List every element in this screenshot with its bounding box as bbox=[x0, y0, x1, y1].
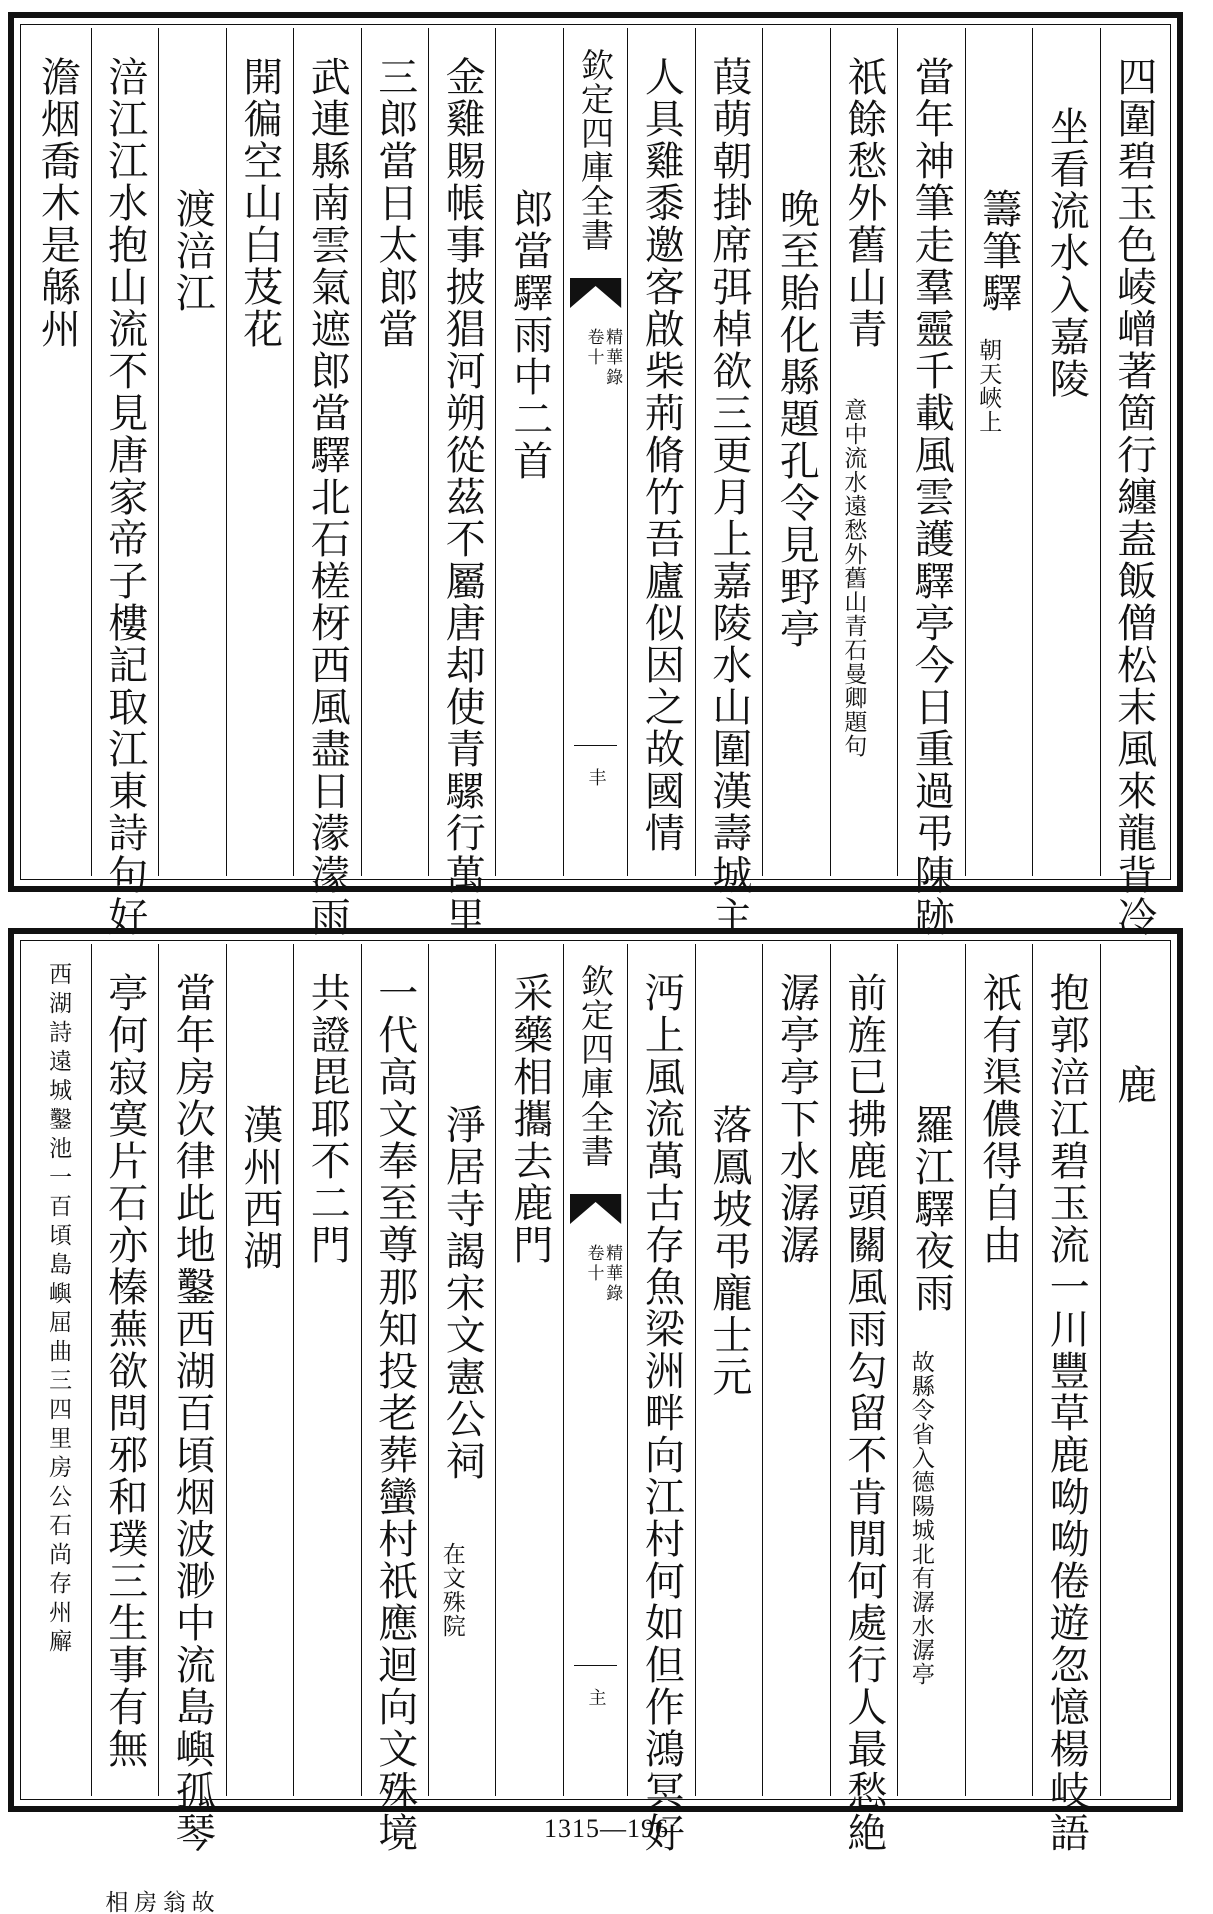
top-column-12 bbox=[361, 28, 428, 876]
bottom-column-12 bbox=[361, 944, 428, 1854]
poem-line: 沔上風流萬古存魚梁洲畔向江村何如但作鴻冥好 bbox=[638, 972, 685, 1854]
volume-label bbox=[584, 1244, 621, 1304]
volume-label bbox=[584, 328, 621, 388]
bottom-column-17 bbox=[24, 944, 90, 1796]
poem-line: 共證毘耶不二門 bbox=[304, 972, 351, 1266]
interlinear-note: 在文殊院 bbox=[438, 1542, 465, 1638]
bottom-column-5 bbox=[830, 944, 897, 1854]
top-column-5 bbox=[830, 28, 897, 876]
bottom-column-6 bbox=[762, 944, 829, 1796]
poem-line: 人具雞黍邀客啟柴荊脩竹吾廬似因之故國情 bbox=[638, 56, 685, 854]
top-column-8 bbox=[627, 28, 694, 876]
poem-title: 羅江驛夜雨 bbox=[908, 1104, 955, 1314]
top-page-columns bbox=[24, 28, 1167, 938]
poem-title: 晚至貽化縣題孔令見野亭 bbox=[773, 188, 820, 650]
fish-tail-mark-icon bbox=[570, 1194, 621, 1224]
top-column-2 bbox=[1032, 28, 1099, 876]
book-title: 欽定四庫全書 bbox=[576, 964, 616, 1168]
top-column-11 bbox=[428, 28, 495, 938]
bottom-column-13 bbox=[293, 944, 360, 1796]
top-column-9 bbox=[563, 28, 627, 876]
poem-title: 淨居寺謁宋文憲公祠 bbox=[439, 1104, 486, 1482]
top-column-13 bbox=[293, 28, 360, 938]
poem-title: 鹿 bbox=[1110, 1064, 1157, 1106]
poem-line: 前旌已拂鹿頭關風雨勾留不肯閒何處行人最愁絶 bbox=[840, 972, 887, 1854]
volume-label-part: 精華錄 bbox=[602, 328, 623, 388]
top-page bbox=[8, 12, 1183, 938]
top-column-6 bbox=[762, 28, 829, 876]
bottom-column-2 bbox=[1032, 944, 1099, 1854]
top-column-3 bbox=[965, 28, 1032, 876]
folio-number: 丰 bbox=[585, 768, 607, 786]
top-column-7 bbox=[695, 28, 762, 938]
bottom-column-9 bbox=[563, 944, 627, 1796]
bottom-column-11 bbox=[428, 944, 495, 1796]
poem-line: 四圍碧玉色崚嶒著箇行纏盍飯僧松末風來龍背冷 bbox=[1110, 56, 1157, 938]
poem-line: 開徧空山白芨花 bbox=[236, 56, 283, 350]
center-rule bbox=[574, 1665, 617, 1666]
poem-line: 祇餘愁外舊山青 bbox=[840, 56, 887, 350]
poem-title: 落鳳坡弔龐士元 bbox=[705, 1104, 752, 1398]
top-column-15 bbox=[158, 28, 225, 876]
poem-line: 一代高文奉至尊那知投老葬蠻村祇應迴向文殊境 bbox=[371, 972, 418, 1854]
poem-line: 亭何寂寞片石亦榛蕪欲問邪和璞三生事有無 bbox=[101, 972, 148, 1770]
interlinear-note: 朝天峽上 bbox=[975, 338, 1002, 434]
poem-title: 渡涪江 bbox=[169, 188, 216, 314]
bottom-column-4 bbox=[897, 944, 964, 1796]
volume-label-part: 精華錄 bbox=[602, 1244, 623, 1304]
top-column-14 bbox=[226, 28, 293, 876]
top-column-1 bbox=[1100, 28, 1167, 938]
bottom-column-8 bbox=[627, 944, 694, 1854]
poem-line: 潺亭亭下水潺潺 bbox=[773, 972, 820, 1266]
top-column-17 bbox=[24, 28, 90, 876]
bottom-column-1 bbox=[1100, 944, 1167, 1796]
poem-line: 當年神筆走羣靈千載風雲護驛亭今日重過弔陳跡 bbox=[908, 56, 955, 938]
poem-line: 武連縣南雲氣遮郎當驛北石槎枒西風盡日濛濛雨 bbox=[304, 56, 351, 938]
volume-label-part: 卷十 bbox=[583, 1244, 604, 1284]
poem-line: 祇有渠儂得自由 bbox=[975, 972, 1022, 1266]
poem-title: 坐看流水入嘉陵 bbox=[1043, 106, 1090, 400]
page-footer-number: 1315—196 bbox=[544, 1814, 669, 1843]
poem-line: 涪江江水抱山流不見唐家帝子樓記取江東詩句好 bbox=[101, 56, 148, 938]
bottom-column-14 bbox=[226, 944, 293, 1796]
book-title: 欽定四庫全書 bbox=[576, 48, 616, 252]
interlinear-note: 故縣令省入德陽城北有潺水潺亭 bbox=[907, 1350, 934, 1686]
poem-line: 葭萌朝掛席弭棹欲三更月上嘉陵水山圍漢壽城主 bbox=[705, 56, 752, 938]
poem-line: 金雞賜帳事披猖河朔從茲不屬唐却使青騾行萬里 bbox=[439, 56, 486, 938]
bottom-column-7 bbox=[695, 944, 762, 1796]
poem-title: 籌筆驛 bbox=[975, 188, 1022, 314]
top-column-16 bbox=[91, 28, 158, 938]
top-column-10 bbox=[495, 28, 562, 876]
bottom-column-15 bbox=[158, 944, 225, 1854]
poem-title: 郎當驛雨中二首 bbox=[506, 188, 553, 482]
folio-number: 主 bbox=[585, 1688, 607, 1706]
poem-line: 澹烟喬木是緜州 bbox=[34, 56, 81, 350]
center-rule bbox=[574, 745, 617, 746]
interlinear-note: 意中流水遠愁外舊山青石曼卿題句 bbox=[840, 398, 867, 758]
fish-tail-mark-icon bbox=[570, 278, 621, 308]
poem-title: 漢州西湖 bbox=[236, 1104, 283, 1272]
top-column-4 bbox=[897, 28, 964, 938]
bottom-column-10 bbox=[495, 944, 562, 1796]
interlinear-note: 故翁房相 bbox=[101, 1890, 214, 1914]
annotation-text: 西湖詩遠城鑿池一百頃島嶼屈曲三四里房公石尚存州廨 bbox=[45, 962, 72, 1658]
poem-line: 抱郭涪江碧玉流一川豐草鹿呦呦倦遊忽憶楊岐語 bbox=[1043, 972, 1090, 1854]
poem-line: 當年房次律此地鑿西湖百頃烟波渺中流島嶼孤琴 bbox=[169, 972, 216, 1854]
poem-line: 采藥相攜去鹿門 bbox=[506, 972, 553, 1266]
bottom-column-3 bbox=[965, 944, 1032, 1796]
volume-label-part: 卷十 bbox=[583, 328, 604, 368]
poem-line: 三郎當日太郎當 bbox=[371, 56, 418, 350]
